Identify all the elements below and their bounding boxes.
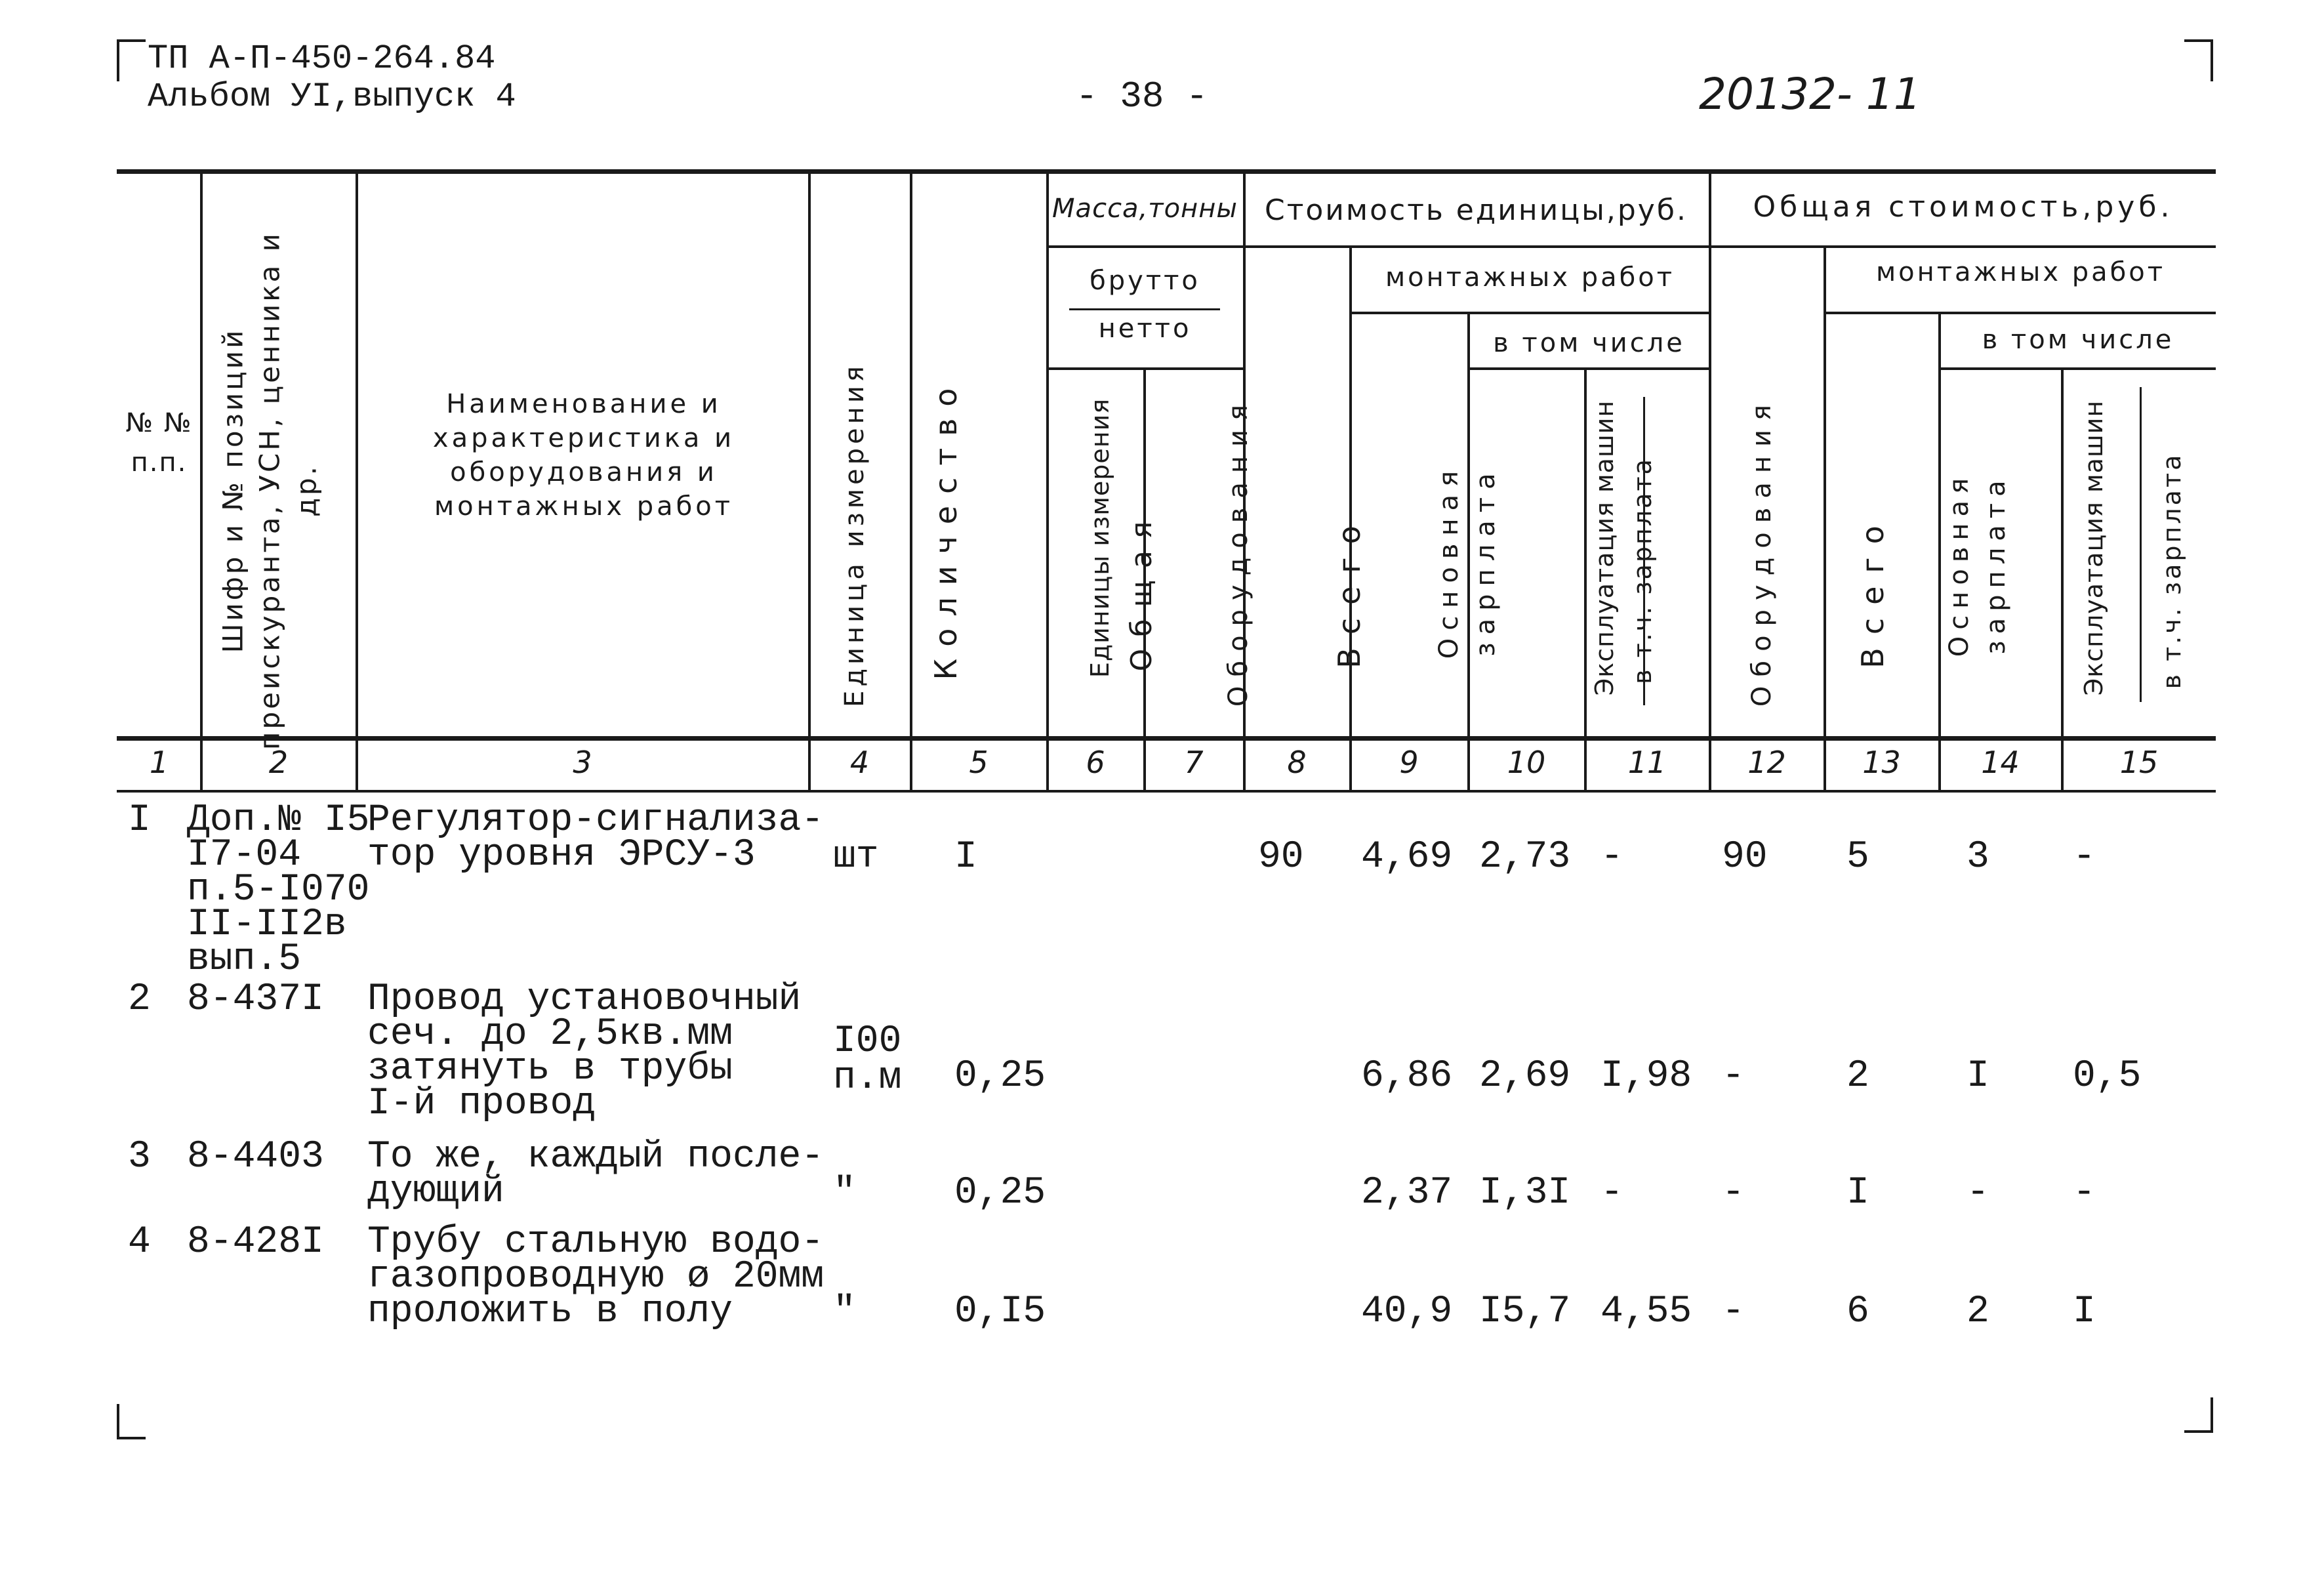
brutto-netto-rule [1069,308,1220,310]
col-5-header: Количество [928,376,964,680]
row-equip: 90 [1258,836,1304,878]
row-total: 4,69 [1361,836,1453,878]
column-number: 13 [1862,745,1901,780]
row-salary: I5,7 [1479,1290,1571,1333]
col-divider [1709,174,1711,791]
table-top-border [117,169,2216,174]
row-name-line: Трубу стальную водо- [367,1221,825,1264]
row-total-all: 2 [1846,1055,1869,1098]
col-11a-header: Эксплуатация машин [1590,400,1619,696]
row-salary: 2,73 [1479,836,1571,878]
col-3-header: Наименование и характеристика и оборудования и монтажных работ [432,389,735,522]
doc-code: ТП А-П-450-264.84 [148,39,496,78]
column-number: 2 [268,745,289,780]
row-number: I [128,799,151,842]
col-2-header: Шифр и № позиций преискуранта, УСН, ценника и др. [216,231,323,750]
column-number: 5 [969,745,989,780]
row-code-line: II-II2в [187,903,347,946]
group-rule [1824,312,2216,314]
corner-mark-bottom-right [2184,1397,2213,1433]
row-total-equip: - [1722,1055,1745,1098]
col-divider-inner [2140,387,2142,702]
column-number: 10 [1507,745,1546,780]
row-total-salary: 3 [1967,836,1989,878]
row-number: 4 [128,1221,151,1264]
col-12-header: Оборудования [1747,395,1777,707]
corner-mark-top-left [117,39,146,81]
row-name-line: Регулятор-сигнализа- [367,799,825,842]
column-number: 11 [1627,745,1667,780]
row-salary: 2,69 [1479,1055,1571,1098]
col-15a-header: Эксплуатация машин [2079,400,2108,696]
netto-header: нетто [1098,314,1192,344]
row-total: 6,86 [1361,1055,1453,1098]
group-rule [1467,367,1710,370]
row-unit: шт [833,836,879,878]
col-13-header: Всего [1855,512,1890,669]
row-machines: I,98 [1600,1055,1692,1098]
mont-group-2-header: монтажных работ [1875,257,2166,287]
mass-group-header: Масса,тонны [1052,194,1238,224]
row-number: 2 [128,978,151,1021]
row-code-line: 8-428I [187,1221,324,1264]
row-code-line: 8-437I [187,978,324,1021]
col-divider [2061,367,2064,791]
corner-mark-top-right [2184,39,2213,81]
row-machines: 4,55 [1600,1290,1692,1333]
row-qty: I [954,836,977,878]
row-total-salary: - [1967,1172,1989,1214]
col-14-header: Основная зарплата [1944,471,2011,657]
row-total-equip: - [1722,1290,1745,1333]
row-total-machines: - [2073,836,2096,878]
group-rule [1046,245,2216,248]
col-1-header: № № п.п. [125,408,193,478]
row-qty: 0,I5 [954,1290,1046,1333]
col-divider [808,174,811,791]
row-unit: " [833,1290,856,1333]
row-unit: " [833,1172,856,1214]
column-number: 3 [573,745,592,780]
mont-group-1-header: монтажных работ [1385,262,1675,293]
column-numbers-border [117,790,2216,793]
brutto-header: брутто [1090,266,1200,296]
page-number: - 38 - [1076,75,1208,117]
row-name-line: газопроводную ø 20мм [367,1256,825,1298]
row-total-all: I [1846,1172,1869,1214]
row-total-machines: 0,5 [2073,1055,2142,1098]
column-number: 4 [849,745,870,780]
row-name-line: I-й провод [367,1083,596,1125]
row-total-salary: 2 [1967,1290,1989,1333]
column-number: 7 [1184,745,1204,780]
column-number: 8 [1287,745,1307,780]
col-10-header: Основная зарплата [1434,463,1501,659]
row-code-line: вып.5 [187,938,302,981]
column-number: 15 [2119,745,2159,780]
row-total-salary: I [1967,1055,1989,1098]
row-code-line: I7-04 [187,834,302,877]
col-9-header: Всего [1332,512,1367,669]
row-total-equip: - [1722,1172,1745,1214]
row-code-line: п.5-I070 [187,869,370,911]
row-number: 3 [128,1136,151,1178]
row-code-line: 8-4403 [187,1136,324,1178]
row-name-line: Провод установочный [367,978,802,1021]
row-name-line: дующий [367,1170,504,1213]
row-qty: 0,25 [954,1055,1046,1098]
group-rule [1349,312,1710,314]
row-total: 2,37 [1361,1172,1453,1214]
row-salary: I,3I [1479,1172,1571,1214]
row-unit: I00 п.м [833,1020,902,1100]
corner-mark-bottom-left [117,1404,146,1439]
col-7-header: Общая [1125,509,1158,672]
row-qty: 0,25 [954,1172,1046,1214]
column-number: 12 [1747,745,1786,780]
column-number: 6 [1086,745,1105,780]
sheet-code: 20132- 11 [1699,69,1921,119]
row-machines: - [1600,1172,1623,1214]
group-rule [1938,367,2216,370]
col-4-header: Единица измерения [840,362,870,707]
header-bottom-border [117,736,2216,741]
col-6-header: Единицы измерения [1086,398,1114,678]
col-divider [1824,245,1826,791]
row-total: 40,9 [1361,1290,1453,1333]
row-name-line: проложить в полу [367,1290,733,1333]
incl-1-header: в том числе [1493,328,1685,358]
col-divider [200,174,203,791]
row-name-line: сеч. до 2,5кв.мм [367,1013,733,1056]
col-11b-header: в т.ч. зарплата [1628,457,1657,684]
row-name-line: затянуть в трубы [367,1048,733,1090]
row-total-machines: - [2073,1172,2096,1214]
incl-2-header: в том числе [1982,325,2174,355]
col-divider [1584,367,1587,791]
row-code-line: Доп.№ I5 [187,799,370,842]
column-number: 9 [1399,745,1419,780]
album-label: Альбом УI,выпуск 4 [148,77,516,116]
column-number: 1 [149,745,169,780]
row-name-line: То же, каждый после- [367,1136,825,1178]
row-total-all: 5 [1846,836,1869,878]
col-divider [910,174,912,791]
total-cost-group-header: Общая стоимость,руб. [1753,190,2174,224]
col-15b-header: в т.ч. зарплата [2157,452,2186,690]
row-name-line: тор уровня ЭРСУ-3 [367,834,756,877]
row-machines: - [1600,836,1623,878]
row-total-machines: I [2073,1290,2096,1333]
unit-cost-group-header: Стоимость единицы,руб. [1265,194,1688,227]
col-divider [356,174,358,791]
column-number: 14 [1981,745,2020,780]
row-total-all: 6 [1846,1290,1869,1333]
row-total-equip: 90 [1722,836,1768,878]
col-8-header: Оборудования [1223,395,1254,707]
